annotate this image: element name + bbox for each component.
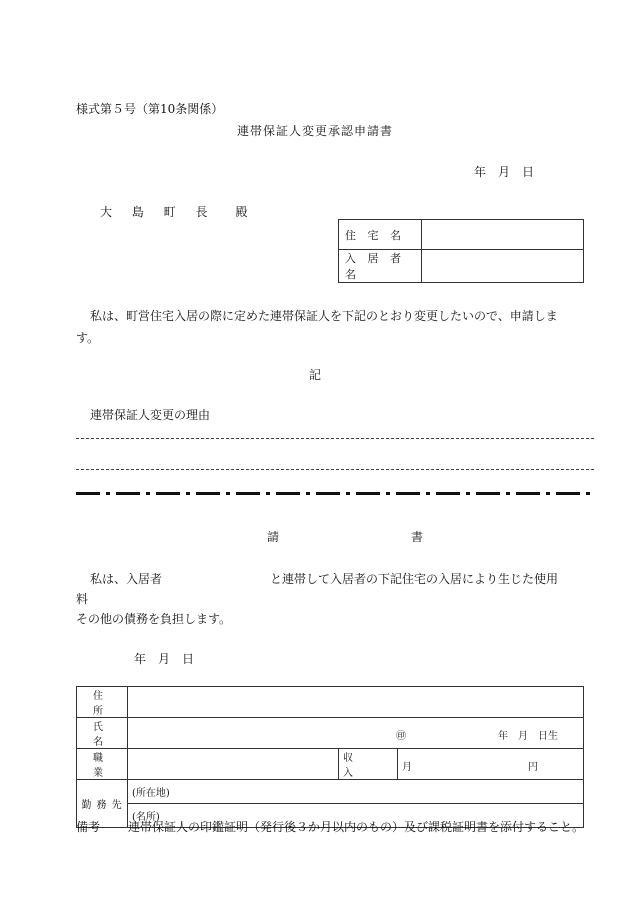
seal-mark: ㊞ <box>396 730 406 742</box>
tenant-name-label: 入 居 者 名 <box>339 250 422 283</box>
applicant-box <box>338 219 584 283</box>
document-title: 連帯保証人変更承認申請書 <box>236 124 393 138</box>
workplace-label: 勤 務 先 <box>77 780 128 828</box>
pledge-text-1: 私は、入居者 <box>90 572 163 586</box>
pledge-text-2: と連帯して入居者の下記住宅の入居により生じた使用 <box>270 572 559 586</box>
income-yen: 円 <box>528 761 538 773</box>
pledge-text-4: その他の債務を負担します。 <box>76 612 232 626</box>
housing-name-row <box>339 220 584 250</box>
workplace-location-row <box>77 780 584 804</box>
guarantor-table <box>76 686 584 828</box>
tenant-name-field[interactable] <box>422 250 584 283</box>
application-date: 年 月 日 <box>474 165 535 179</box>
ki-heading: 記 <box>308 368 321 382</box>
reason-line-2[interactable] <box>76 469 594 470</box>
form-number: 様式第５号（第10条関係） <box>76 102 224 116</box>
pledge-date: 年 月 日 <box>134 652 195 666</box>
housing-name-label: 住 宅 名 <box>339 220 422 250</box>
remarks-label: 備考 <box>76 820 101 834</box>
address-row <box>77 687 584 718</box>
pledge-text-3: 料 <box>76 592 89 606</box>
name-label: 氏 名 <box>77 718 128 749</box>
pledge-heading: 請 書 <box>266 530 483 544</box>
addressee: 大 島 町 長 殿 <box>100 205 256 219</box>
tenant-name-row <box>339 250 584 283</box>
address-label: 住 所 <box>77 687 128 718</box>
name-field[interactable] <box>128 718 584 749</box>
income-month: 月 <box>402 761 412 773</box>
name-row <box>77 718 584 749</box>
occupation-label: 職 業 <box>77 749 128 780</box>
occupation-row <box>77 749 584 780</box>
income-label: 収 入 <box>339 749 398 780</box>
birth-date: 年 月 日生 <box>498 730 558 742</box>
workplace-name-field[interactable]: (名所) <box>128 804 584 828</box>
workplace-location-field[interactable]: (所在地) <box>128 780 584 804</box>
remarks <box>76 818 584 835</box>
reason-line-1[interactable] <box>76 438 594 439</box>
housing-name-field[interactable] <box>422 220 584 250</box>
cut-line <box>76 492 594 495</box>
body-paragraph: 私は、町営住宅入居の際に定めた連帯保証人を下記のとおり変更したいので、申請します。 <box>76 309 558 345</box>
address-field[interactable] <box>128 687 584 718</box>
occupation-field[interactable] <box>128 749 339 780</box>
remarks-text: 連帯保証人の印鑑証明（発行後３か月以内のもの）及び課税証明書を添付すること。 <box>128 820 585 834</box>
income-field[interactable] <box>398 749 584 780</box>
reason-label: 連帯保証人変更の理由 <box>90 408 211 422</box>
